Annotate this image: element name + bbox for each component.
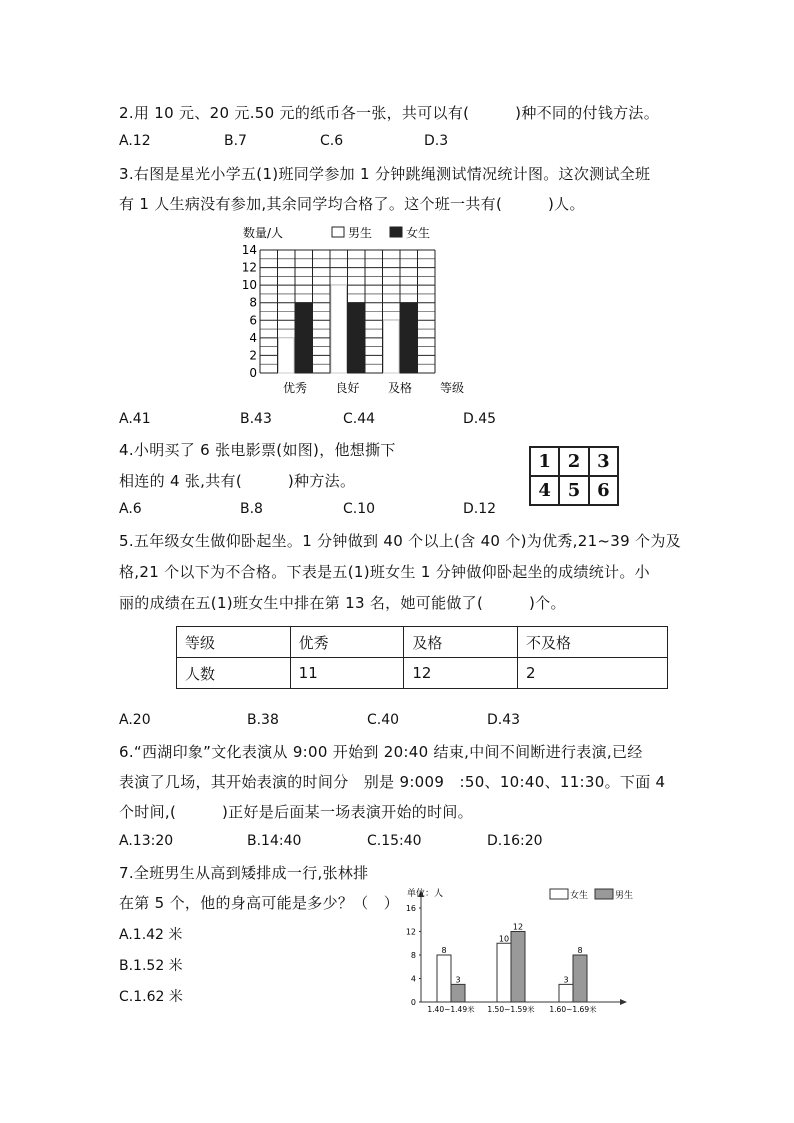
- q2-option-c: C.6: [320, 133, 344, 149]
- jump-rope-chart: [235, 220, 485, 400]
- situp-grade-table: [176, 626, 668, 689]
- q3-stem-line2: 有 1 人生病没有参加,其余同学均合格了。这个班一共有( )人。: [119, 195, 585, 213]
- bar-girls: [349, 303, 365, 373]
- q7-option-a: A.1.42 米: [119, 927, 183, 943]
- y-tick-label: 0: [249, 366, 257, 380]
- bar-boys: [331, 285, 347, 373]
- y-tick-label: 14: [241, 243, 257, 257]
- chart2-ylabel: 单位：人: [407, 889, 444, 899]
- ticket-6: 6: [589, 476, 618, 505]
- chart1-legend-swatch-girls: [390, 227, 402, 237]
- x-tick-label: 及格: [387, 381, 413, 395]
- table-header-row: [177, 627, 668, 658]
- chart2-legend-girls: 女生: [570, 891, 589, 901]
- y-tick-label: 12: [241, 260, 257, 275]
- x-tick-label: 1.50~1.59米: [487, 1005, 535, 1014]
- q5-stem-line3: 丽的成绩在五(1)班女生中排在第 13 名，她可能做了( )个。: [119, 594, 566, 612]
- q4-option-c: C.10: [343, 501, 376, 517]
- y-tick-label: 6: [249, 313, 257, 328]
- bar-girls: [401, 303, 417, 373]
- table-cell: 11: [290, 658, 404, 689]
- chart1-xlabel: 等级: [440, 381, 465, 395]
- q3-stem-line1: 3.右图是星光小学五(1)班同学参加 1 分钟跳绳测试情况统计图。这次测试全班: [119, 165, 651, 183]
- table-cell: 不及格: [518, 627, 668, 658]
- q6-option-d: D.16:20: [487, 833, 543, 849]
- q4-option-b: B.8: [240, 501, 263, 517]
- table-cell: 及格: [404, 627, 518, 658]
- bar-girls: [296, 303, 312, 373]
- y-tick-label: 10: [241, 278, 257, 293]
- x-tick-label: 优秀: [282, 381, 308, 395]
- ticket-4: 4: [530, 476, 559, 505]
- q4-stem-line1: 4.小明买了 6 张电影票(如图)，他想撕下: [119, 441, 396, 459]
- ticket-1: 1: [530, 447, 559, 476]
- y-tick-label: 4: [410, 974, 416, 984]
- table-row: [177, 658, 668, 689]
- x-tick-label: 1.60~1.69米: [549, 1005, 597, 1014]
- q7-option-c: C.1.62 米: [119, 989, 183, 1005]
- q3-option-a: A.41: [119, 411, 151, 427]
- q4-stem-line2: 相连的 4 张,共有( )种方法。: [119, 472, 356, 490]
- q3-option-c: C.44: [343, 411, 376, 427]
- x-tick-label: 1.40~1.49米: [427, 1005, 475, 1014]
- chart2-legend-swatch-girls: [550, 889, 568, 899]
- data-label: 3: [455, 975, 461, 985]
- data-label: 8: [577, 946, 583, 955]
- q6-option-b: B.14:40: [247, 833, 302, 849]
- q6-stem-line3: 个时间,( )正好是后面某一场表演开始的时间。: [119, 803, 473, 821]
- bar-boys: [451, 984, 465, 1002]
- q6-stem-line1: 6.“西湖印象”文化表演从 9:00 开始到 20:40 结束,中间不间断进行表演,已经: [119, 743, 643, 761]
- q5-stem-line1: 5.五年级女生做仰卧起坐。1 分钟做到 40 个以上(含 40 个)为优秀,21~39 个为及: [119, 532, 681, 550]
- y-tick-label: 12: [405, 927, 416, 937]
- ticket-3: 3: [589, 447, 618, 476]
- table-cell: 等级: [177, 627, 291, 658]
- bar-boys: [511, 932, 525, 1003]
- q5-option-d: D.43: [487, 712, 521, 728]
- chart1-ylabel: 数量/人: [243, 226, 284, 240]
- movie-tickets-grid: [529, 446, 619, 506]
- q2-option-a: A.12: [119, 133, 151, 149]
- q3-option-d: D.45: [463, 411, 497, 427]
- table-cell: 12: [404, 658, 518, 689]
- y-tick-label: 16: [405, 904, 416, 913]
- q6-option-a: A.13:20: [119, 833, 174, 849]
- q6-option-c: C.15:40: [367, 833, 422, 849]
- bar-boys: [573, 955, 587, 1002]
- bar-boys: [279, 338, 295, 373]
- q5-stem-line2: 格,21 个以下为不合格。下表是五(1)班女生 1 分钟做仰卧起坐的成绩统计。小: [119, 563, 650, 581]
- q7-stem-line1: 7.全班男生从高到矮排成一行,张林排: [119, 864, 369, 882]
- chart2-legend-boys: 男生: [615, 891, 634, 901]
- q3-option-b: B.43: [240, 411, 272, 427]
- q5-option-c: C.40: [367, 712, 400, 728]
- chart1-legend-boys: 男生: [348, 226, 373, 240]
- q7-option-b: B.1.52 米: [119, 958, 183, 974]
- q5-option-b: B.38: [247, 712, 279, 728]
- y-tick-label: 2: [249, 348, 257, 363]
- chart1-legend-swatch-boys: [332, 227, 344, 237]
- table-cell: 2: [518, 658, 668, 689]
- ticket-5: 5: [559, 476, 588, 505]
- bar-boys: [384, 320, 400, 373]
- bar-girls: [437, 955, 451, 1002]
- table-cell: 人数: [177, 658, 291, 689]
- bar-girls: [559, 984, 573, 1002]
- ticket-2: 2: [559, 447, 588, 476]
- data-label: 3: [563, 975, 569, 985]
- q7-stem-line2: 在第 5 个，他的身高可能是多少？（ ）: [119, 894, 400, 912]
- chart1-legend-girls: 女生: [406, 226, 431, 240]
- q2-option-d: D.3: [424, 133, 449, 149]
- q2-stem: 2.用 10 元、20 元.50 元的纸币各一张，共可以有( )种不同的付钱方法。: [119, 104, 660, 122]
- bar-girls: [497, 943, 511, 1002]
- y-tick-label: 8: [249, 295, 257, 310]
- height-chart: [395, 882, 635, 1017]
- data-label: 12: [512, 922, 524, 932]
- q2-option-b: B.7: [224, 133, 247, 149]
- q4-option-a: A.6: [119, 501, 142, 517]
- y-tick-label: 4: [249, 330, 257, 345]
- y-tick-label: 0: [410, 998, 416, 1007]
- q4-option-d: D.12: [463, 501, 497, 517]
- y-tick-label: 8: [410, 951, 416, 960]
- chart2-x-arrow: [620, 999, 627, 1005]
- table-cell: 优秀: [290, 627, 404, 658]
- x-tick-label: 良好: [335, 381, 360, 395]
- q5-option-a: A.20: [119, 712, 151, 728]
- q6-stem-line2: 表演了几场，其开始表演的时间分 别是 9:009 :50、10:40、11:30。下面 4: [119, 773, 666, 791]
- data-label: 10: [498, 934, 510, 944]
- chart2-legend-swatch-boys: [595, 889, 613, 899]
- data-label: 8: [441, 946, 447, 955]
